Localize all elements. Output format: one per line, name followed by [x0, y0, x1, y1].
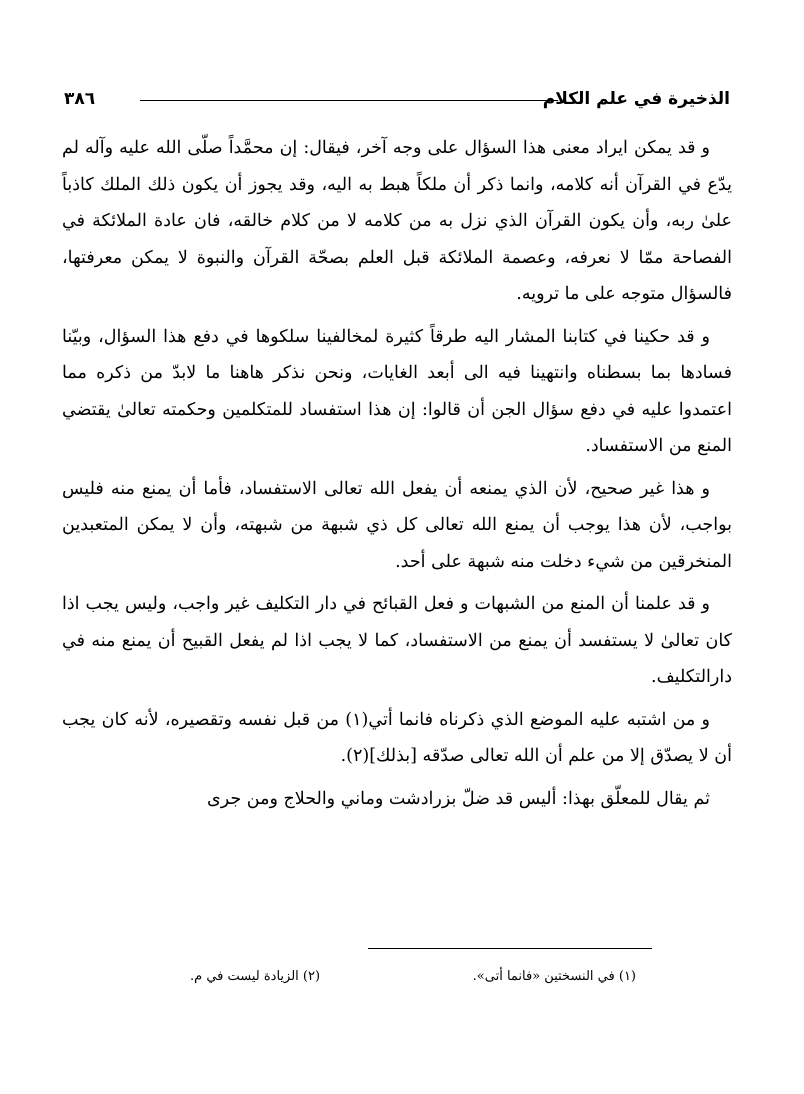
footnote-1: (١) في النسختين «فانما أتى». — [472, 969, 636, 984]
page-number: ٣٨٦ — [64, 89, 96, 109]
book-title: الذخيرة في علم الكلام — [542, 89, 730, 109]
paragraph-1: و قد يمكن ايراد معنى هذا السؤال على وجه آخر، فيقال: إن محمَّداً صلّى الله عليه وآله لم يدّع في القرآن أنه كلامه، وانما ذكر أن ملكاً هبط به اليه، وقد يجوز أن يكون ذلك الملك كاذباً علىٰ ربه، وأن يكون القرآن الذي نزل به من كلامه لا من كلام خالقه، فان عادة الملائكة في الفصاحة ممّا لا نعرفه، وعصمة الملائكة قبل العلم بصحّة القرآن والنبوة لا يمكن معرفتها، فالسؤال متوجه على ما ترويه. — [62, 138, 732, 304]
running-header — [64, 86, 730, 116]
header-divider — [140, 100, 558, 101]
main-text — [62, 130, 732, 823]
footnote-2: (٢) الزيادة ليست في م. — [190, 969, 321, 984]
paragraph-2: و قد حكينا في كتابنا المشار اليه طرقاً كثيرة لمخالفينا سلكوها في دفع هذا السؤال، وبيّنا فسادها بما بسطناه وانتهينا فيه الى أبعد الغايات، ونحن نذكر هاهنا ما لابدّ من ذكره مما اعتمدوا عليه في دفع سؤال الجن أن قالوا: إن هذا استفساد للمتكلمين وحكمته تعالىٰ يقتضي المنع من الاستفساد. — [62, 326, 732, 456]
paragraph-6: ثم يقال للمعلّق بهذا: أليس قد ضلّ بزرادشت وماني والحلاج ومن جرى — [207, 788, 710, 809]
paragraph-5: و من اشتبه عليه الموضع الذي ذكرناه فانما أتي(١) من قبل نفسه وتقصيره، لأنه كان يجب أن لا يصدّق إلا من علم أن الله تعالى صدّقه [بذلك](٢). — [62, 709, 732, 766]
paragraph-3: و هذا غير صحيح، لأن الذي يمنعه أن يفعل الله تعالى الاستفساد، فأما أن يمنع منه فليس بواجب، لأن هذا يوجب أن يمنع الله تعالى كل ذي شبهة من شبهته، وأن لا يمكن المتعبدين المنخرقين من شيء دخلت منه شبهة على أحد. — [62, 478, 732, 572]
footnote-divider — [368, 948, 652, 949]
paragraph-4: و قد علمنا أن المنع من الشبهات و فعل القبائح في دار التكليف غير واجب، وليس يجب اذا كان تعالىٰ لا يستفسد أن يمنع من الاستفساد، كما لا يجب اذا لم يفعل القبيح أن يمنع منه في دارالتكليف. — [62, 594, 732, 687]
